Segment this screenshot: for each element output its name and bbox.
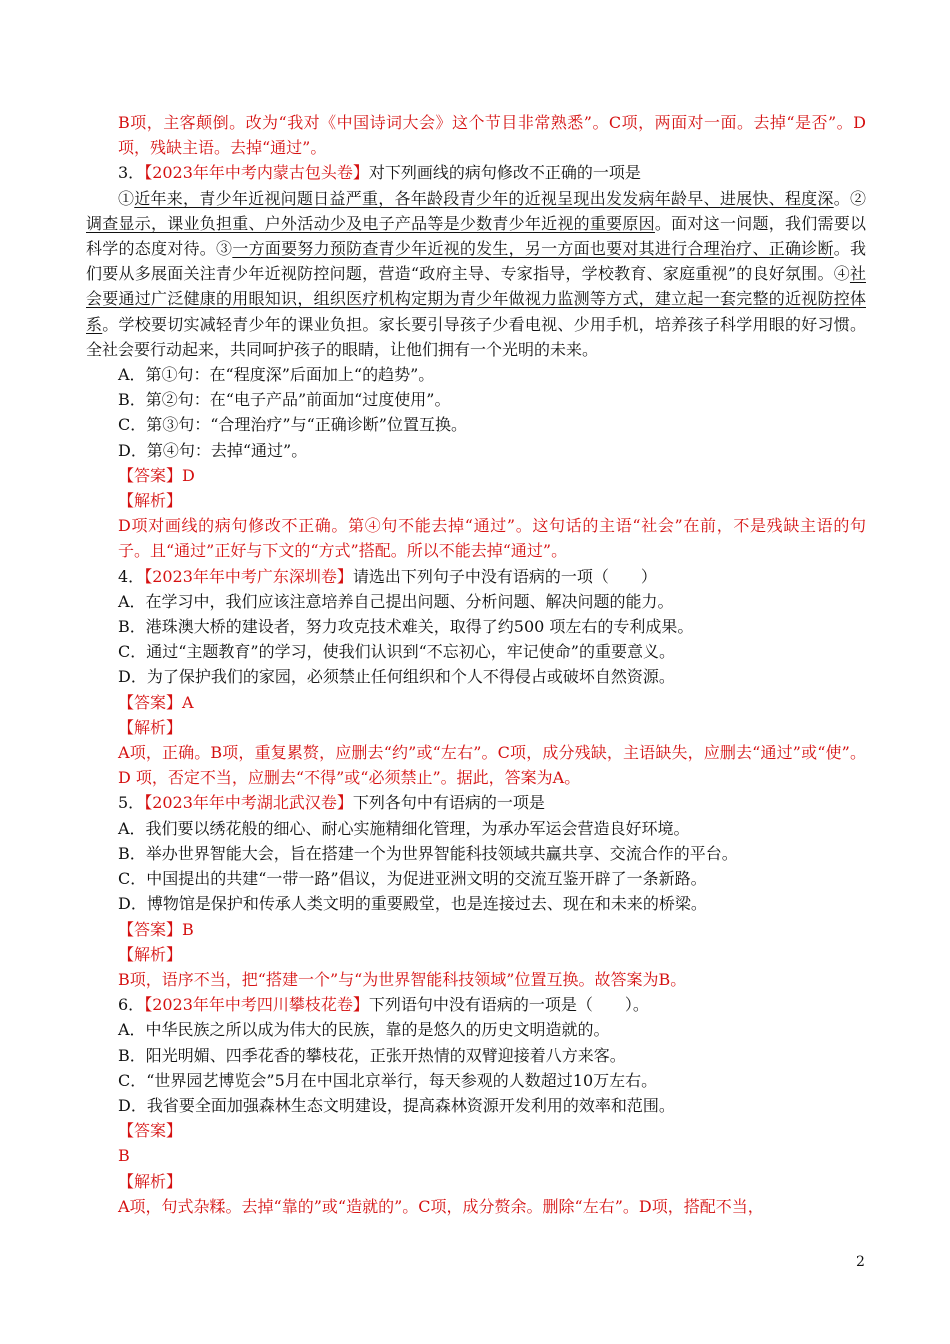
- question-4-answer: 【答案】A: [118, 692, 194, 712]
- question-6-analysis-label: 【解析】: [118, 1171, 183, 1191]
- question-3-option-b: B．第②句：在“电子产品”前面加“过度使用”。: [118, 390, 451, 410]
- question-4-option-b: B．港珠澳大桥的建设者，努力攻克技术难关，取得了约500 项左右的专利成果。: [118, 617, 694, 637]
- question-3-option-d: D．第④句：去掉“通过”。: [118, 440, 308, 460]
- question-6-option-d: D．我省要全面加强森林生态文明建设，提高森林资源开发利用的效率和范围。: [118, 1095, 675, 1115]
- question-5-source: 【2023年年中考湖北武汉卷】: [144, 793, 353, 813]
- passage-text-b: 。我们要从多展面关注青少年近视防控问题，营造“政府主导、专家指导，学校教育、家庭重视”的良好氛围。: [86, 239, 866, 284]
- question-6-source: 【2023年年中考四川攀枝花卷】: [144, 995, 369, 1015]
- underlined-sentence-2: 调查显示，课业负担重、户外活动少及电子产品等是少数青少年近视的重要原因: [86, 213, 655, 233]
- question-6-stem: [86, 992, 866, 1017]
- question-4-option-d: D．为了保护我们的家园，必须禁止任何组织和个人不得侵占或破坏自然资源。: [118, 667, 675, 687]
- question-4-option-c: C．通过“主题教育”的学习，使我们认识到“不忘初心，牢记使命”的重要意义。: [118, 642, 675, 662]
- sentence-3-mark: ③: [216, 239, 233, 259]
- sentence-4-mark: ④: [833, 264, 850, 284]
- question-3-analysis-label: 【解析】: [118, 491, 183, 511]
- question-5-option-d: D．博物馆是保护和传承人类文明的重要殿堂，也是连接过去、现在和未来的桥梁。: [118, 894, 707, 914]
- question-6-analysis: A项，句式杂糅。去掉“靠的”或“造就的”。C项，成分赘余。删除“左右”。D项，搭配不当，: [118, 1196, 764, 1216]
- underlined-sentence-4: 社会要通过广泛健康的用眼知识，组织医疗机构定期为青少年做视力监测等方式，建立起一套完整的近视防控体系: [86, 264, 866, 334]
- question-3-stem: [86, 160, 866, 185]
- question-3-analysis: D项对画线的病句修改不正确。第④句不能去掉“通过”。这句话的主语“社会”在前，不是残缺主语的句子。且“通过”正好与下文的“方式”搭配。所以不能去掉“通过”。: [118, 516, 866, 561]
- question-3-number: 3．: [118, 163, 145, 183]
- question-5-stem: [86, 790, 866, 815]
- question-4-number: 4．: [118, 566, 145, 586]
- question-5-option-c: C．中国提出的共建“一带一路”倡议，为促进亚洲文明的交流互鉴开辟了一条新路。: [118, 869, 707, 889]
- passage-text-a: 。面对这一问题，我们需要以科学的态度对待。: [86, 213, 866, 259]
- question-6-answer-value: B: [118, 1146, 130, 1166]
- sentence-1-end: 。: [833, 188, 850, 208]
- question-6-option-b: B．阳光明媚、四季花香的攀枝花，正张开热情的双臂迎接着八方来客。: [118, 1045, 626, 1065]
- sentence-1-mark: ①: [118, 188, 135, 208]
- question-5-analysis-label: 【解析】: [118, 944, 183, 964]
- underlined-sentence-1: 近年来，青少年近视问题日益严重，各年龄段青少年的近视呈现出发发病年龄早、进展快、程度深: [134, 188, 834, 208]
- passage-text-c: 。学校要切实减轻青少年的课业负担。家长要引导孩子少看电视、少用手机，培养孩子科学用眼的好习惯。全社会要行动起来，共同呵护孩子的眼睛，让他们拥有一个光明的未来。: [86, 314, 866, 359]
- question-4-prompt: 请选出下列句子中没有语病的一项（ ）: [352, 566, 657, 586]
- question-5-prompt: 下列各句中有语病的一项是: [352, 793, 545, 813]
- question-6-prompt: 下列语句中没有语病的一项是（ ）。: [368, 995, 649, 1015]
- question-3-answer: 【答案】D: [118, 465, 195, 485]
- question-3-source: 【2023年年中考内蒙古包头卷】: [144, 163, 369, 183]
- question-6-answer: 【答案】: [118, 1121, 183, 1141]
- question-4-analysis: A项，正确。B项，重复累赘，应删去“约”或“左右”。C项，成分残缺，主语缺失，应删去“通过”或“使”。D 项，否定不当，应删去“不得”或“必须禁止”。据此，答案为A。: [118, 743, 866, 788]
- question-5-answer: 【答案】B: [118, 919, 194, 939]
- question-5-analysis: B项，语序不当，把“搭建一个”与“为世界智能科技领域”位置互换。故答案为B。: [118, 969, 687, 989]
- question-4-source: 【2023年年中考广东深圳卷】: [144, 566, 353, 586]
- question-4-analysis-label: 【解析】: [118, 717, 183, 737]
- question-6-option-a: A．中华民族之所以成为伟大的民族，靠的是悠久的历史文明造就的。: [118, 1020, 610, 1040]
- sentence-2-mark: ②: [849, 188, 866, 208]
- page-content: [86, 110, 866, 1219]
- underlined-sentence-3: 一方面要努力预防查青少年近视的发生，另一方面也要对其进行合理治疗、正确诊断: [232, 239, 834, 259]
- question-3-option-c: C．第③句：“合理治疗”与“正确诊断”位置互换。: [118, 415, 467, 435]
- question-5-option-b: B．举办世界智能大会，旨在搭建一个为世界智能科技领域共赢共享、交流合作的平台。: [118, 843, 738, 863]
- question-6-number: 6．: [118, 995, 145, 1015]
- prev-question-explanation: B项，主客颠倒。改为“我对《中国诗词大会》这个节目非常熟悉”。C项，两面对一面。去掉“是否”。D项，残缺主语。去掉“通过”。: [118, 113, 866, 158]
- question-4-stem: [86, 564, 866, 589]
- question-5-option-a: A．我们要以绣花般的细心、耐心实施精细化管理，为承办军运会营造良好环境。: [118, 818, 690, 838]
- question-6-option-c: C．“世界园艺博览会”5月在中国北京举行，每天参观的人数超过10万左右。: [118, 1070, 658, 1090]
- question-5-number: 5．: [118, 793, 145, 813]
- question-3-prompt: 对下列画线的病句修改不正确的一项是: [368, 163, 641, 183]
- question-4-option-a: A．在学习中，我们应该注意培养自己提出问题、分析问题、解决问题的能力。: [118, 591, 674, 611]
- question-3-option-a: A．第①句：在“程度深”后面加上“的趋势”。: [118, 365, 435, 385]
- question-3-passage: [86, 186, 866, 362]
- page-number: 2: [856, 1254, 865, 1270]
